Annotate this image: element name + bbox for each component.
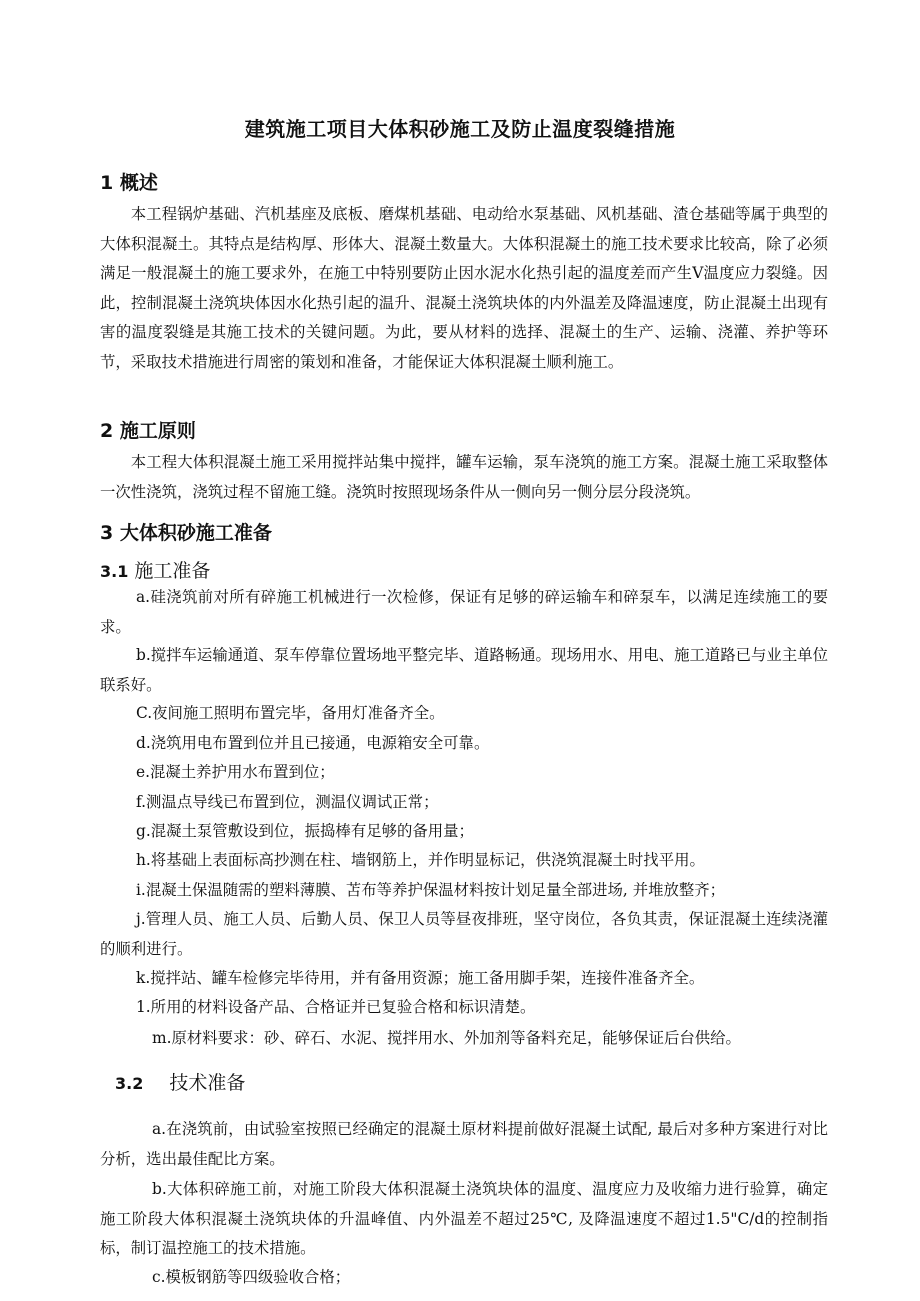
tech-item-a: a.在浇筑前，由试验室按照已经确定的混凝土原材料提前做好混凝土试配, 最后对多种方案进行对比分析，选出最佳配比方案。: [100, 1120, 828, 1168]
tech-item-b: b.大体积碎施工前，对施工阶段大体积混凝土浇筑块体的温度、温度应力及收缩力进行验算，确定施工阶段大体积混凝土浇筑块体的升温峰值、内外温差不超过25℃, 及降温速度不超过1.5"C/d的控制指标，制订温控施工的技术措施。: [100, 1180, 828, 1257]
section-3-heading: 3 大体积砂施工准备: [100, 522, 272, 544]
prep-item-m: m.原材料要求：砂、碎石、水泥、搅拌用水、外加剂等备料充足，能够保证后台供给。: [152, 1029, 741, 1047]
section-3-1-title: 施工准备: [134, 560, 211, 582]
section-3-2-heading: [115, 1068, 245, 1095]
document-title: 建筑施工项目大体积砂施工及防止温度裂缝措施: [244, 117, 676, 141]
prep-item-d: d.浇筑用电布置到位并且已接通，电源箱安全可靠。: [136, 734, 490, 752]
prep-item-a: a.硅浇筑前对所有碎施工机械进行一次检修，保证有足够的碎运输车和碎泵车，以满足连续施工的要求。: [100, 588, 828, 636]
section-3-2-number: 3.2: [115, 1074, 144, 1093]
section-3-2-title: 技术准备: [169, 1072, 246, 1094]
section-2-paragraph: 本工程大体积混凝土施工采用搅拌站集中搅拌，罐车运输，泵车浇筑的施工方案。混凝土施工采取整体一次性浇筑，浇筑过程不留施工缝。浇筑时按照现场条件从一侧向另一侧分层分段浇筑。: [100, 453, 828, 501]
prep-item-f: f.测温点导线已布置到位，测温仪调试正常；: [136, 793, 439, 811]
prep-item-g: g.混凝土泵管敷设到位，振捣棒有足够的备用量；: [136, 822, 474, 840]
prep-item-c: C.夜间施工照明布置完毕，备用灯准备齐全。: [136, 704, 445, 722]
prep-item-b: b.搅拌车运输通道、泵车停靠位置场地平整完毕、道路畅通。现场用水、用电、施工道路已与业主单位联系好。: [100, 646, 828, 694]
section-3-1-number: 3.1: [100, 562, 129, 581]
section-1-paragraph: 本工程锅炉基础、汽机基座及底板、磨煤机基础、电动给水泵基础、风机基础、渣仓基础等属于典型的大体积混凝土。其特点是结构厚、形体大、混凝土数量大。大体积混凝土的施工技术要求比较高，除了必须满足一般混凝土的施工要求外，在施工中特别要防止因水泥水化热引起的温度差而产生Ⅴ温度应力裂缝。因此，控制混凝土浇筑块体因水化热引起的温升、混凝土浇筑块体的内外温差及降温速度，防止混凝土出现有害的温度裂缝是其施工技术的关键问题。为此，要从材料的选择、混凝土的生产、运输、浇灌、养护等环节，采取技术措施进行周密的策划和准备，才能保证大体积混凝土顺利施工。: [100, 205, 828, 371]
prep-item-l: 1.所用的材料设备产品、合格证并已复验合格和标识清楚。: [136, 998, 536, 1016]
prep-item-k: k.搅拌站、罐车检修完毕待用，并有备用资源；施工备用脚手架，连接件准备齐全。: [136, 969, 705, 987]
prep-item-j: j.管理人员、施工人员、后勤人员、保卫人员等昼夜排班，坚守岗位，各负其责，保证混凝土连续浇灌的顺利进行。: [100, 910, 828, 958]
section-2-heading: 2 施工原则: [100, 420, 196, 442]
section-3-1-heading: [100, 556, 210, 583]
prep-item-h: h.将基础上表面标高抄测在柱、墙钢筋上，并作明显标记，供浇筑混凝土时找平用。: [136, 851, 705, 869]
tech-item-c: c.模板钢筋等四级验收合格；: [152, 1268, 351, 1286]
prep-item-e: e.混凝土养护用水布置到位；: [136, 763, 335, 781]
prep-item-i: i.混凝土保温随需的塑料薄膜、苫布等养护保温材料按计划足量全部进场, 并堆放整齐；: [136, 881, 726, 899]
section-1-heading: 1 概述: [100, 172, 158, 194]
